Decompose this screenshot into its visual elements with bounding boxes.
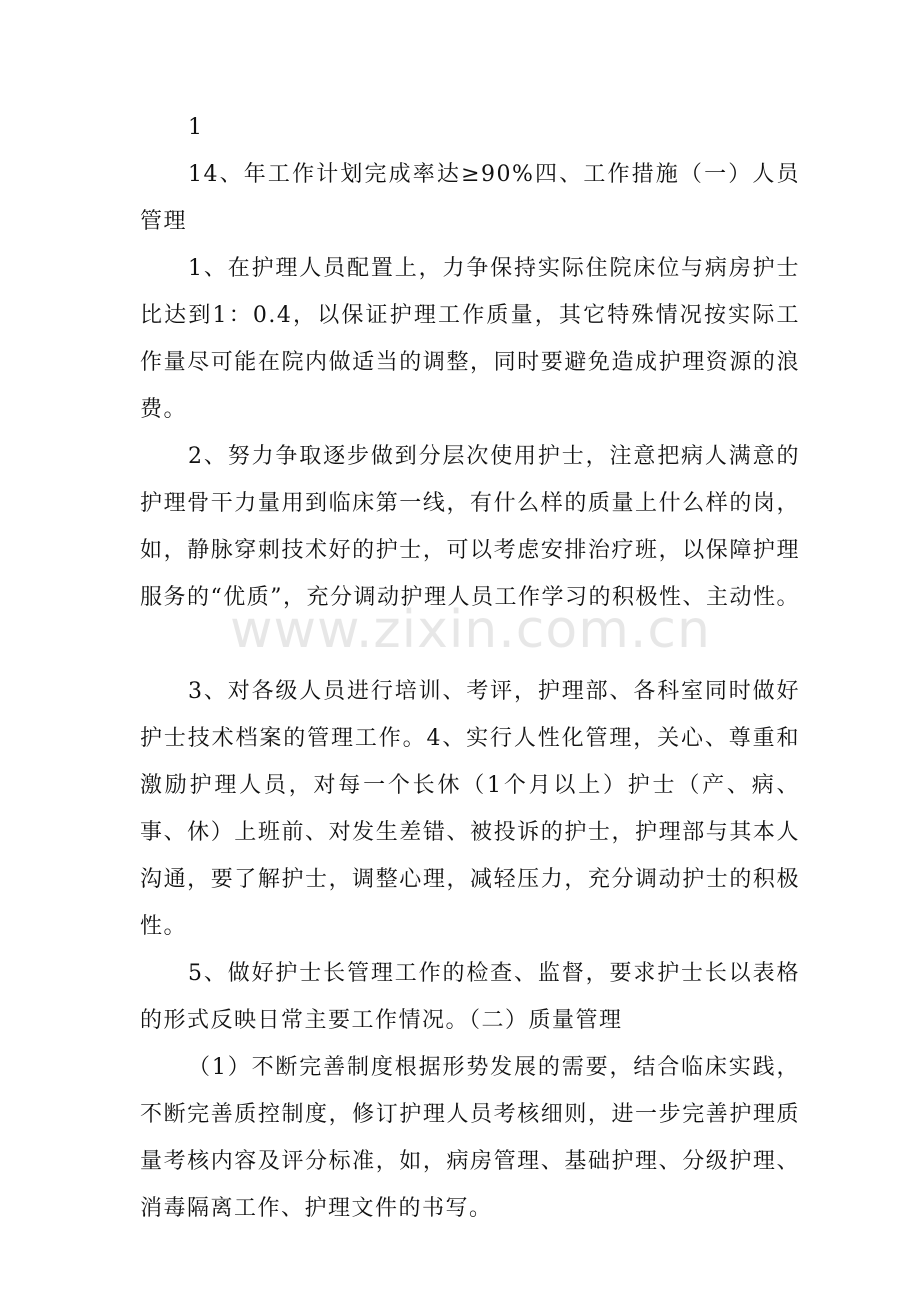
paragraph-tiered-use: 2、努力争取逐步做到分层次使用护士，注意把病人满意的护理骨干力量用到临床第一线，有什么样的质量上什么样的岗，如，静脉穿刺技术好的护士，可以考虑安排治疗班，以保障护理服务的“优质”，充分调动护理人员工作学习的积极性、主动性。: [140, 444, 800, 610]
paragraph-head-nurse: 5、做好护士长管理工作的检查、监督，要求护士长以表格的形式反映日常主要工作情况。（二）质量管理: [140, 961, 800, 1033]
watermark: www.zixin.com.cn: [230, 600, 711, 660]
paragraph-staffing: 1、在护理人员配置上，力争保持实际住院床位与病房护士比达到1：0.4，以保证护理工作质量，其它特殊情况按实际工作量尽可能在院内做适当的调整，同时要避免造成护理资源的浪费。: [140, 256, 800, 422]
paragraph-training: 3、对各级人员进行培训、考评，护理部、各科室同时做好护士技术档案的管理工作。4、实行人性化管理，关心、尊重和激励护理人员，对每一个长休（1个月以上）护士（产、病、事、休）上班前、对发生差错、被投诉的护士，护理部与其本人沟通，要了解护士，调整心理，减轻压力，充分调动护士的积极性。: [140, 679, 800, 939]
page-number-line: 1: [188, 115, 204, 140]
paragraph-quality-system: （1）不断完善制度根据形势发展的需要，结合临床实践，不断完善质控制度，修订护理人员考核细则，进一步完善护理质量考核内容及评分标准，如，病房管理、基础护理、分级护理、消毒隔离工作、护理文件的书写。: [140, 1055, 800, 1221]
paragraph-goal-14: 14、年工作计划完成率达≥90%四、工作措施（一）人员管理: [140, 162, 800, 234]
